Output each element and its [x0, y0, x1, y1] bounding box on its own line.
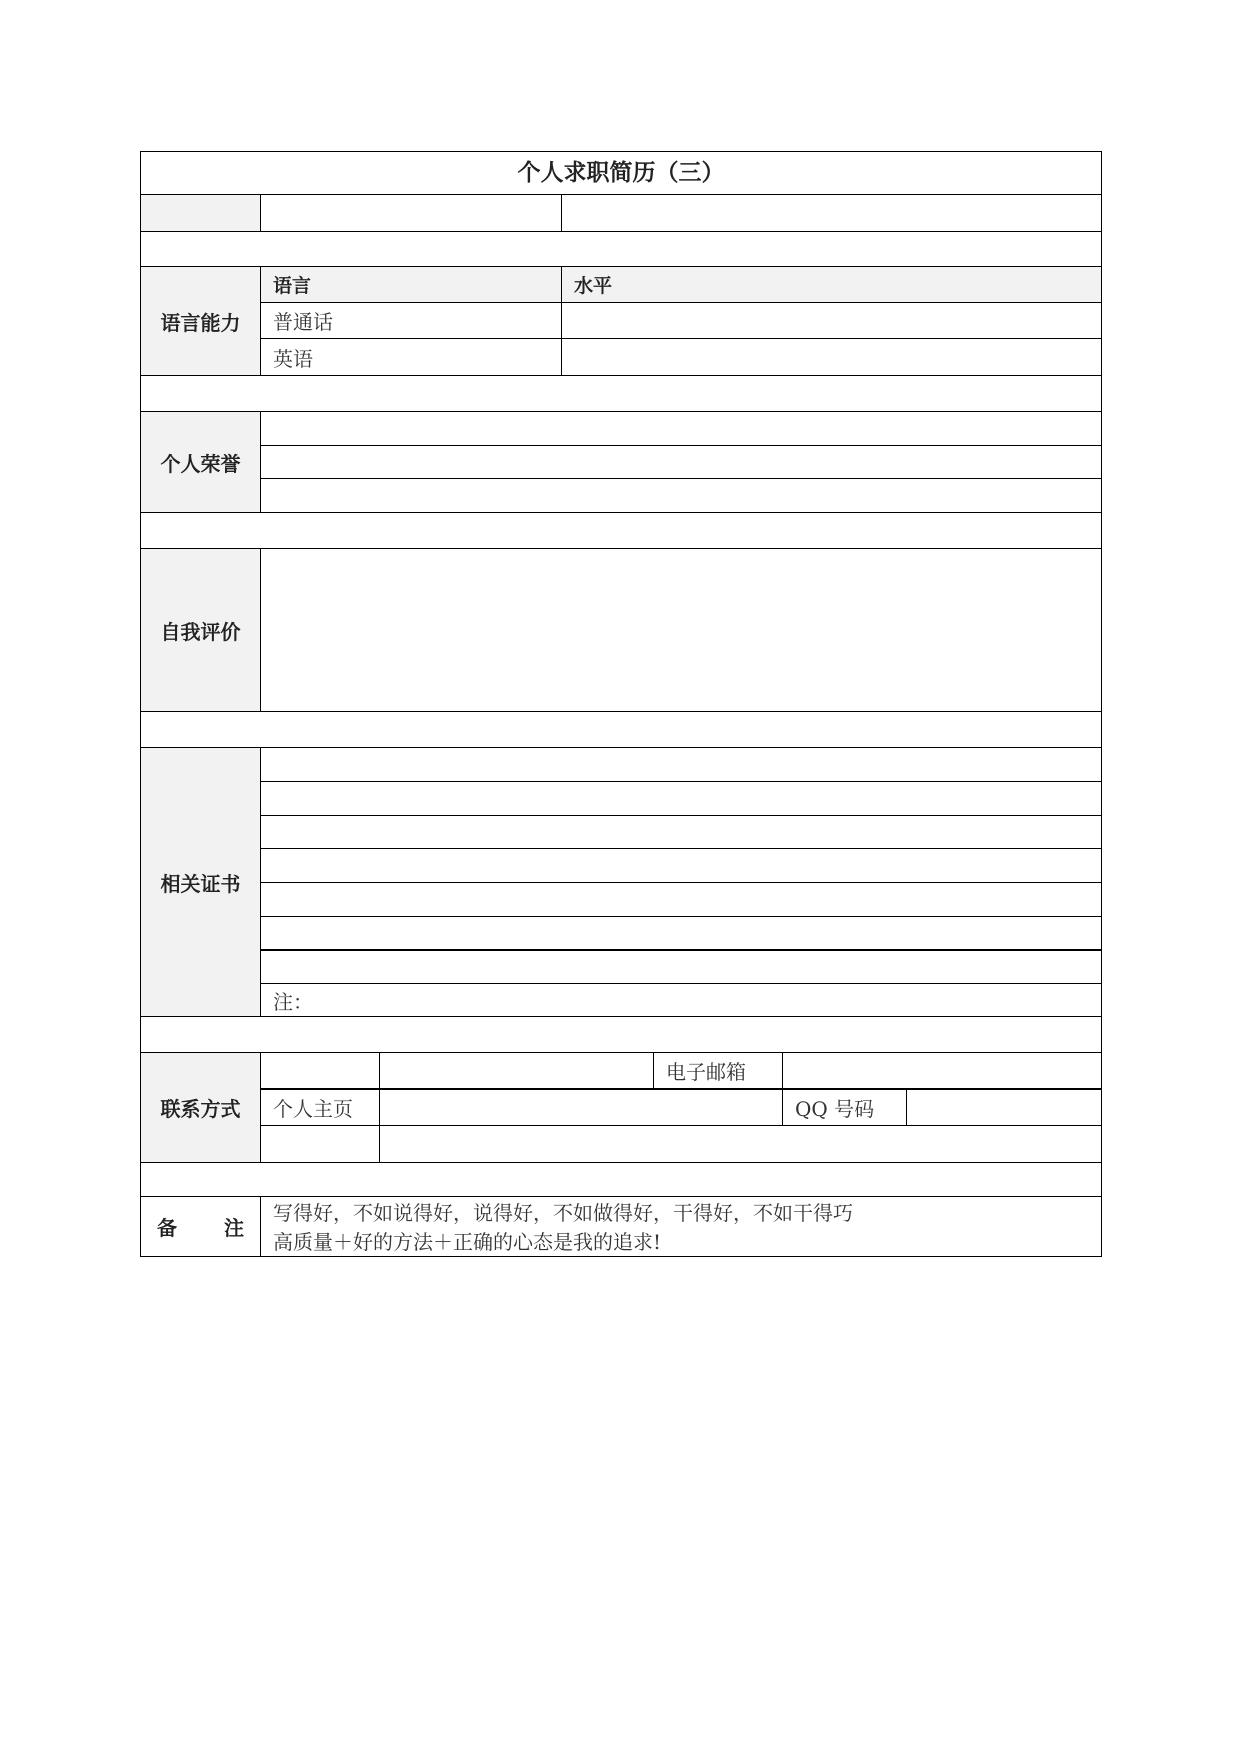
remarks-text: [261, 1197, 1101, 1256]
honors-section-label: 个人荣誉: [141, 412, 260, 512]
level-column-header: 水平: [562, 267, 1101, 302]
language-section-label: 语言能力: [141, 267, 260, 375]
contact-field[interactable]: [380, 1053, 653, 1088]
honors-line[interactable]: [261, 479, 1101, 512]
empty-field-cell[interactable]: [562, 195, 1101, 231]
certificate-note: 注：: [273, 989, 313, 1014]
level-field-english[interactable]: [562, 339, 1101, 375]
remarks-label: [141, 1197, 260, 1256]
empty-label-cell: [141, 195, 260, 231]
empty-field-cell[interactable]: [261, 195, 561, 231]
homepage-label: 个人主页: [273, 1097, 353, 1121]
certificate-line[interactable]: [261, 782, 1101, 815]
remarks-label-char-2: 注: [224, 1216, 244, 1240]
remarks-label-char-1: 备: [157, 1216, 177, 1240]
qq-field[interactable]: [907, 1090, 1101, 1125]
certificates-section-label: 相关证书: [141, 748, 260, 1016]
contact-label-cell: [261, 1126, 379, 1162]
language-column-header: 语言: [261, 267, 561, 302]
email-field[interactable]: [783, 1053, 1101, 1088]
certificate-line[interactable]: [261, 748, 1101, 781]
certificate-line[interactable]: [261, 816, 1101, 848]
self-evaluation-field[interactable]: [261, 549, 1101, 711]
certificate-line[interactable]: [261, 883, 1101, 916]
remarks-line-1: 写得好，不如说得好，说得好，不如做得好，干得好，不如干得巧: [273, 1201, 853, 1225]
level-field-mandarin[interactable]: [562, 303, 1101, 338]
homepage-field[interactable]: [380, 1090, 782, 1125]
language-row-mandarin: 普通话: [273, 310, 333, 334]
remarks-line-2: 高质量＋好的方法＋正确的心态是我的追求!: [273, 1230, 662, 1254]
email-label: 电子邮箱: [666, 1060, 746, 1084]
language-row-english: 英语: [273, 346, 313, 371]
qq-label: QQ 号码: [795, 1097, 875, 1121]
certificate-line[interactable]: [261, 849, 1101, 882]
honors-line[interactable]: [261, 446, 1101, 478]
honors-line[interactable]: [261, 412, 1101, 445]
certificate-line[interactable]: [261, 951, 1101, 983]
resume-table: [140, 151, 1102, 1257]
contact-label-cell: [261, 1053, 379, 1088]
page-title: 个人求职简历（三）: [517, 159, 725, 186]
self-evaluation-label: 自我评价: [141, 549, 260, 711]
certificate-line[interactable]: [261, 917, 1101, 949]
contact-field[interactable]: [380, 1126, 1101, 1162]
contact-section-label: 联系方式: [141, 1053, 260, 1162]
